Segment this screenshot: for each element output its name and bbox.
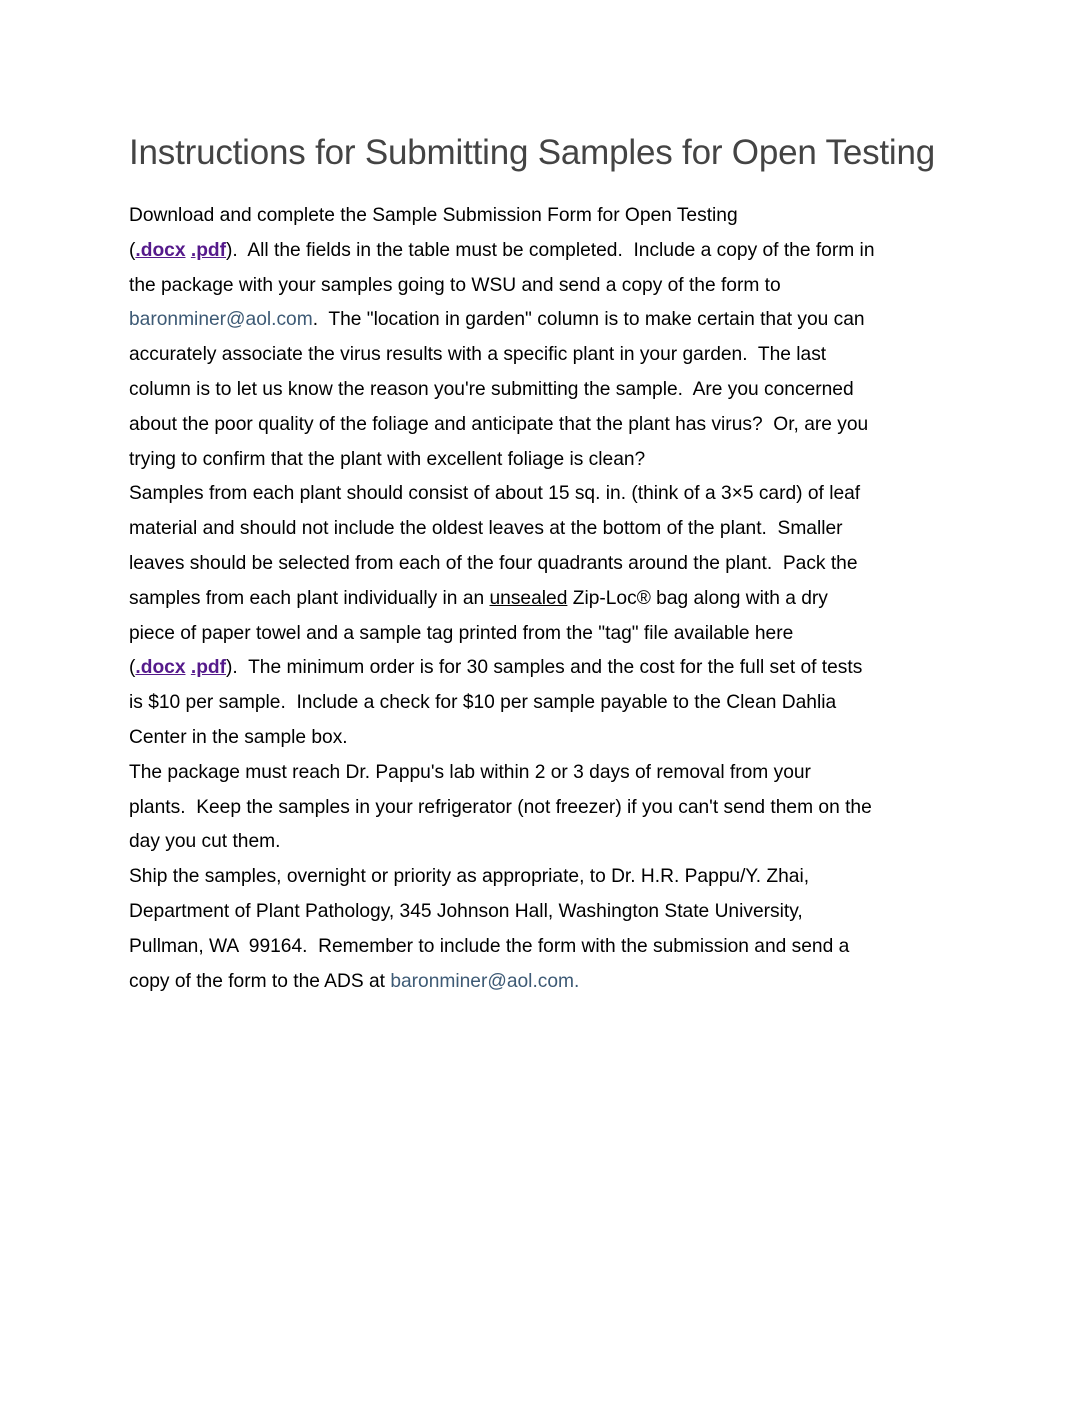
body-line: Department of Plant Pathology, 345 Johnson Hall, Washington State University, [129,900,803,922]
document-body [129,199,979,999]
body-line: The package must reach Dr. Pappu's lab within 2 or 3 days of removal from your [129,761,811,783]
body-line: material and should not include the oldest leaves at the bottom of the plant. Smaller [129,518,843,540]
body-line: (.docx .pdf). The minimum order is for 30 samples and the cost for the full set of tests [129,657,863,679]
body-line: (.docx .pdf). All the fields in the table must be completed. Include a copy of the form in [129,239,875,261]
body-line: day you cut them. [129,831,281,853]
body-line: Center in the sample box. [129,726,348,748]
body-line: Ship the samples, overnight or priority as appropriate, to Dr. H.R. Pappu/Y. Zhai, [129,866,810,888]
form-docx-link[interactable]: .docx [135,239,186,261]
body-line: Download and complete the Sample Submission Form for Open Testing [129,205,738,226]
tag-pdf-link[interactable]: .pdf [190,657,227,679]
tag-docx-link[interactable]: .docx [135,657,186,679]
body-line: accurately associate the virus results with a specific plant in your garden. The last [129,344,827,366]
body-line: leaves should be selected from each of the four quadrants around the plant. Pack the [129,552,858,574]
body-line: copy of the form to the ADS at baronminer@aol.com. [129,970,580,992]
body-line: trying to confirm that the plant with excellent foliage is clean? [129,448,646,470]
body-line: Pullman, WA 99164. Remember to include the form with the submission and send a [129,935,850,957]
form-pdf-link[interactable]: .pdf [190,239,227,261]
body-line: the package with your samples going to WSU and send a copy of the form to [129,274,781,296]
body-line: baronminer@aol.com. The "location in garden" column is to make certain that you can [129,309,865,331]
body-line: piece of paper towel and a sample tag printed from the "tag" file available here [129,622,794,644]
body-line: plants. Keep the samples in your refrigerator (not freezer) if you can't send them on the [129,796,872,818]
email-link[interactable]: baronminer@aol.com [390,970,575,992]
body-line: samples from each plant individually in an unsealed Zip-Loc® bag along with a dry [129,587,828,609]
email-link[interactable]: baronminer@aol.com [129,309,313,331]
body-line: Samples from each plant should consist of about 15 sq. in. (think of a 3×5 card) of leaf [129,483,861,505]
unsealed-emphasis: unsealed [489,587,568,609]
body-line: column is to let us know the reason you're submitting the sample. Are you concerned [129,378,854,400]
page-title: Instructions for Submitting Samples for Open Testing [129,133,936,172]
body-line: is $10 per sample. Include a check for $10 per sample payable to the Clean Dahlia [129,692,837,714]
body-line: about the poor quality of the foliage and anticipate that the plant has virus? Or, are you [129,413,869,435]
